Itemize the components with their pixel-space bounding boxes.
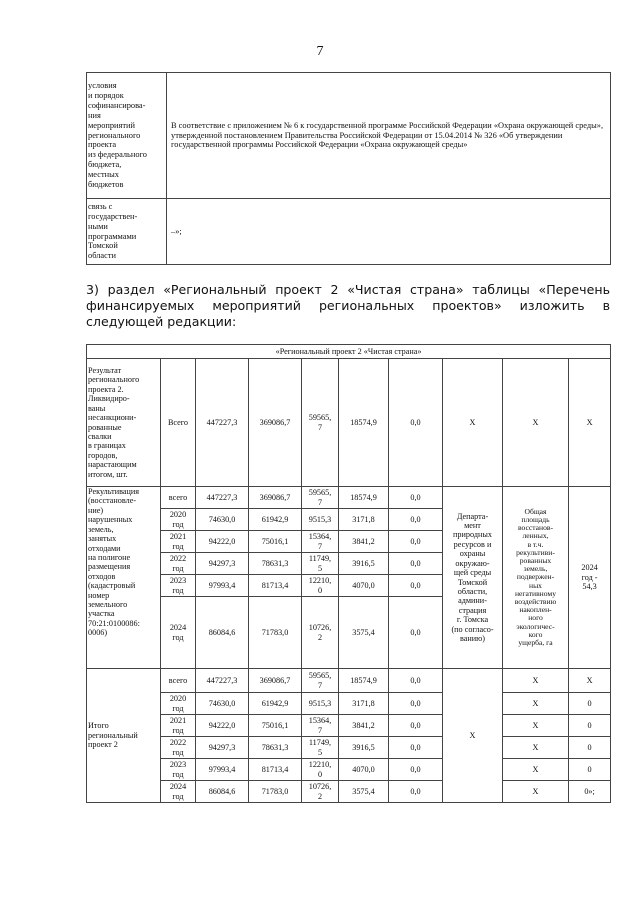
result-c2: 369086,7 bbox=[249, 359, 302, 487]
reclamation-period: 2020 год bbox=[161, 509, 196, 531]
total-c5: 0,0 bbox=[389, 737, 443, 759]
target-cell: 2024 год - 54,3 bbox=[569, 487, 611, 669]
result-c5: 0,0 bbox=[389, 359, 443, 487]
total-x2: Х bbox=[503, 781, 569, 803]
reclamation-c4: 18574,9 bbox=[339, 487, 389, 509]
total-c3: 10726, 2 bbox=[302, 781, 339, 803]
reclamation-c3: 15364, 7 bbox=[302, 531, 339, 553]
total-x2: Х bbox=[503, 759, 569, 781]
table-row bbox=[87, 669, 611, 693]
total-c4: 3575,4 bbox=[339, 781, 389, 803]
total-label: Итого региональный проект 2 bbox=[87, 669, 161, 803]
total-x3: 0»; bbox=[569, 781, 611, 803]
total-x3: 0 bbox=[569, 693, 611, 715]
reclamation-c1: 94222,0 bbox=[196, 531, 249, 553]
total-c5: 0,0 bbox=[389, 693, 443, 715]
result-label: Результат регионального проекта 2. Ликвидиро- ваны несанкциони- рованные свалки в границах городов, нарастающим итогом, шт. bbox=[87, 359, 161, 487]
total-x2: Х bbox=[503, 737, 569, 759]
total-period: 2024 год bbox=[161, 781, 196, 803]
reclamation-label: Рекультивация (восстановле- ние) нарушенных земель, занятых отходами на полигоне размещения отходов (кадастровый номер земельного участка 70:21:0100086: 0006) bbox=[87, 487, 161, 669]
reclamation-c2: 61942,9 bbox=[249, 509, 302, 531]
reclamation-period: 2023 год bbox=[161, 575, 196, 597]
total-c5: 0,0 bbox=[389, 759, 443, 781]
result-c1: 447227,3 bbox=[196, 359, 249, 487]
instruction-paragraph: 3) раздел «Региональный проект 2 «Чистая страна» таблицы «Перечень финансируемых мероприятий региональных проектов» изложить в следующей редакции: bbox=[86, 282, 610, 329]
total-period: 2022 год bbox=[161, 737, 196, 759]
reclamation-period: 2021 год bbox=[161, 531, 196, 553]
regional-project-table bbox=[86, 344, 611, 803]
total-c4: 3916,5 bbox=[339, 737, 389, 759]
row-text: В соответствие с приложением № 6 к государственной программе Российской Федерации «Охрана окружающей среды», утвержденной постановлением Правительства Российской Федерации от 15.04.2014 № 326 «Об утверждении государственной программы Российской Федерации «Охрана окружающей среды» bbox=[167, 73, 611, 199]
total-c3: 15364, 7 bbox=[302, 715, 339, 737]
reclamation-period: всего bbox=[161, 487, 196, 509]
reclamation-c5: 0,0 bbox=[389, 487, 443, 509]
row-label: условия и порядок софинансирова- ния мероприятий регионального проекта из федерального бюджета, местных бюджетов bbox=[87, 73, 167, 199]
table-row bbox=[87, 781, 611, 803]
total-c1: 94297,3 bbox=[196, 737, 249, 759]
total-c5: 0,0 bbox=[389, 669, 443, 693]
total-c1: 94222,0 bbox=[196, 715, 249, 737]
reclamation-c2: 71783,0 bbox=[249, 597, 302, 669]
total-period: 2023 год bbox=[161, 759, 196, 781]
total-period: всего bbox=[161, 669, 196, 693]
reclamation-c1: 447227,3 bbox=[196, 487, 249, 509]
reclamation-c2: 81713,4 bbox=[249, 575, 302, 597]
reclamation-c1: 94297,3 bbox=[196, 553, 249, 575]
total-x2: Х bbox=[503, 715, 569, 737]
reclamation-c4: 3841,2 bbox=[339, 531, 389, 553]
reclamation-c4: 4070,0 bbox=[339, 575, 389, 597]
result-c4: 18574,9 bbox=[339, 359, 389, 487]
reclamation-c3: 11749, 5 bbox=[302, 553, 339, 575]
total-c4: 3841,2 bbox=[339, 715, 389, 737]
reclamation-c5: 0,0 bbox=[389, 575, 443, 597]
total-c1: 86084,6 bbox=[196, 781, 249, 803]
table-row bbox=[87, 737, 611, 759]
total-c2: 78631,3 bbox=[249, 737, 302, 759]
result-x2: Х bbox=[503, 359, 569, 487]
reclamation-c5: 0,0 bbox=[389, 509, 443, 531]
reclamation-c3: 12210, 0 bbox=[302, 575, 339, 597]
total-c2: 81713,4 bbox=[249, 759, 302, 781]
table-row bbox=[87, 73, 611, 199]
table-row bbox=[87, 715, 611, 737]
total-x2: Х bbox=[503, 669, 569, 693]
reclamation-c4: 3171,8 bbox=[339, 509, 389, 531]
total-executor: Х bbox=[443, 669, 503, 803]
reclamation-c3: 9515,3 bbox=[302, 509, 339, 531]
total-x3: 0 bbox=[569, 715, 611, 737]
table-row bbox=[87, 345, 611, 359]
total-c2: 61942,9 bbox=[249, 693, 302, 715]
result-x1: Х bbox=[443, 359, 503, 487]
reclamation-c4: 3575,4 bbox=[339, 597, 389, 669]
total-c3: 59565, 7 bbox=[302, 669, 339, 693]
reclamation-c2: 75016,1 bbox=[249, 531, 302, 553]
total-x2: Х bbox=[503, 693, 569, 715]
total-period: 2020 год bbox=[161, 693, 196, 715]
reclamation-period: 2024 год bbox=[161, 597, 196, 669]
reclamation-c5: 0,0 bbox=[389, 531, 443, 553]
indicator-cell: Общая площадь восстанов- ленных, в т.ч. рекультиви- рованных земель, подвержен- ных негативному воздействию накоплен- ного экологичес- кого ущерба, га bbox=[503, 487, 569, 669]
total-c4: 18574,9 bbox=[339, 669, 389, 693]
reclamation-c5: 0,0 bbox=[389, 553, 443, 575]
total-c2: 71783,0 bbox=[249, 781, 302, 803]
table-row bbox=[87, 693, 611, 715]
table-row bbox=[87, 487, 611, 509]
result-x3: Х bbox=[569, 359, 611, 487]
executor-cell: Департа- мент природных ресурсов и охраны окружаю- щей среды Томской области, админи- страция г. Томска (по согласо- ванию) bbox=[443, 487, 503, 669]
reclamation-c1: 74630,0 bbox=[196, 509, 249, 531]
row-label: связь с государствен- ными программами Томской области bbox=[87, 199, 167, 265]
total-c3: 11749, 5 bbox=[302, 737, 339, 759]
total-c1: 97993,4 bbox=[196, 759, 249, 781]
reclamation-c2: 78631,3 bbox=[249, 553, 302, 575]
row-text: –»; bbox=[167, 199, 611, 265]
total-c4: 4070,0 bbox=[339, 759, 389, 781]
table-row bbox=[87, 199, 611, 265]
total-c3: 12210, 0 bbox=[302, 759, 339, 781]
table-header: «Региональный проект 2 «Чистая страна» bbox=[87, 345, 611, 359]
reclamation-c3: 59565, 7 bbox=[302, 487, 339, 509]
total-x3: Х bbox=[569, 669, 611, 693]
result-period: Всего bbox=[161, 359, 196, 487]
total-c5: 0,0 bbox=[389, 715, 443, 737]
total-period: 2021 год bbox=[161, 715, 196, 737]
total-c3: 9515,3 bbox=[302, 693, 339, 715]
total-c1: 447227,3 bbox=[196, 669, 249, 693]
table-row bbox=[87, 759, 611, 781]
total-c1: 74630,0 bbox=[196, 693, 249, 715]
cofinancing-table bbox=[86, 72, 611, 265]
reclamation-c3: 10726, 2 bbox=[302, 597, 339, 669]
reclamation-c1: 86084,6 bbox=[196, 597, 249, 669]
total-c4: 3171,8 bbox=[339, 693, 389, 715]
reclamation-c4: 3916,5 bbox=[339, 553, 389, 575]
reclamation-c2: 369086,7 bbox=[249, 487, 302, 509]
total-c5: 0,0 bbox=[389, 781, 443, 803]
total-c2: 369086,7 bbox=[249, 669, 302, 693]
total-x3: 0 bbox=[569, 737, 611, 759]
reclamation-period: 2022 год bbox=[161, 553, 196, 575]
total-x3: 0 bbox=[569, 759, 611, 781]
reclamation-c5: 0,0 bbox=[389, 597, 443, 669]
result-c3: 59565, 7 bbox=[302, 359, 339, 487]
total-c2: 75016,1 bbox=[249, 715, 302, 737]
page-number: 7 bbox=[316, 44, 324, 59]
table-row bbox=[87, 359, 611, 487]
reclamation-c1: 97993,4 bbox=[196, 575, 249, 597]
